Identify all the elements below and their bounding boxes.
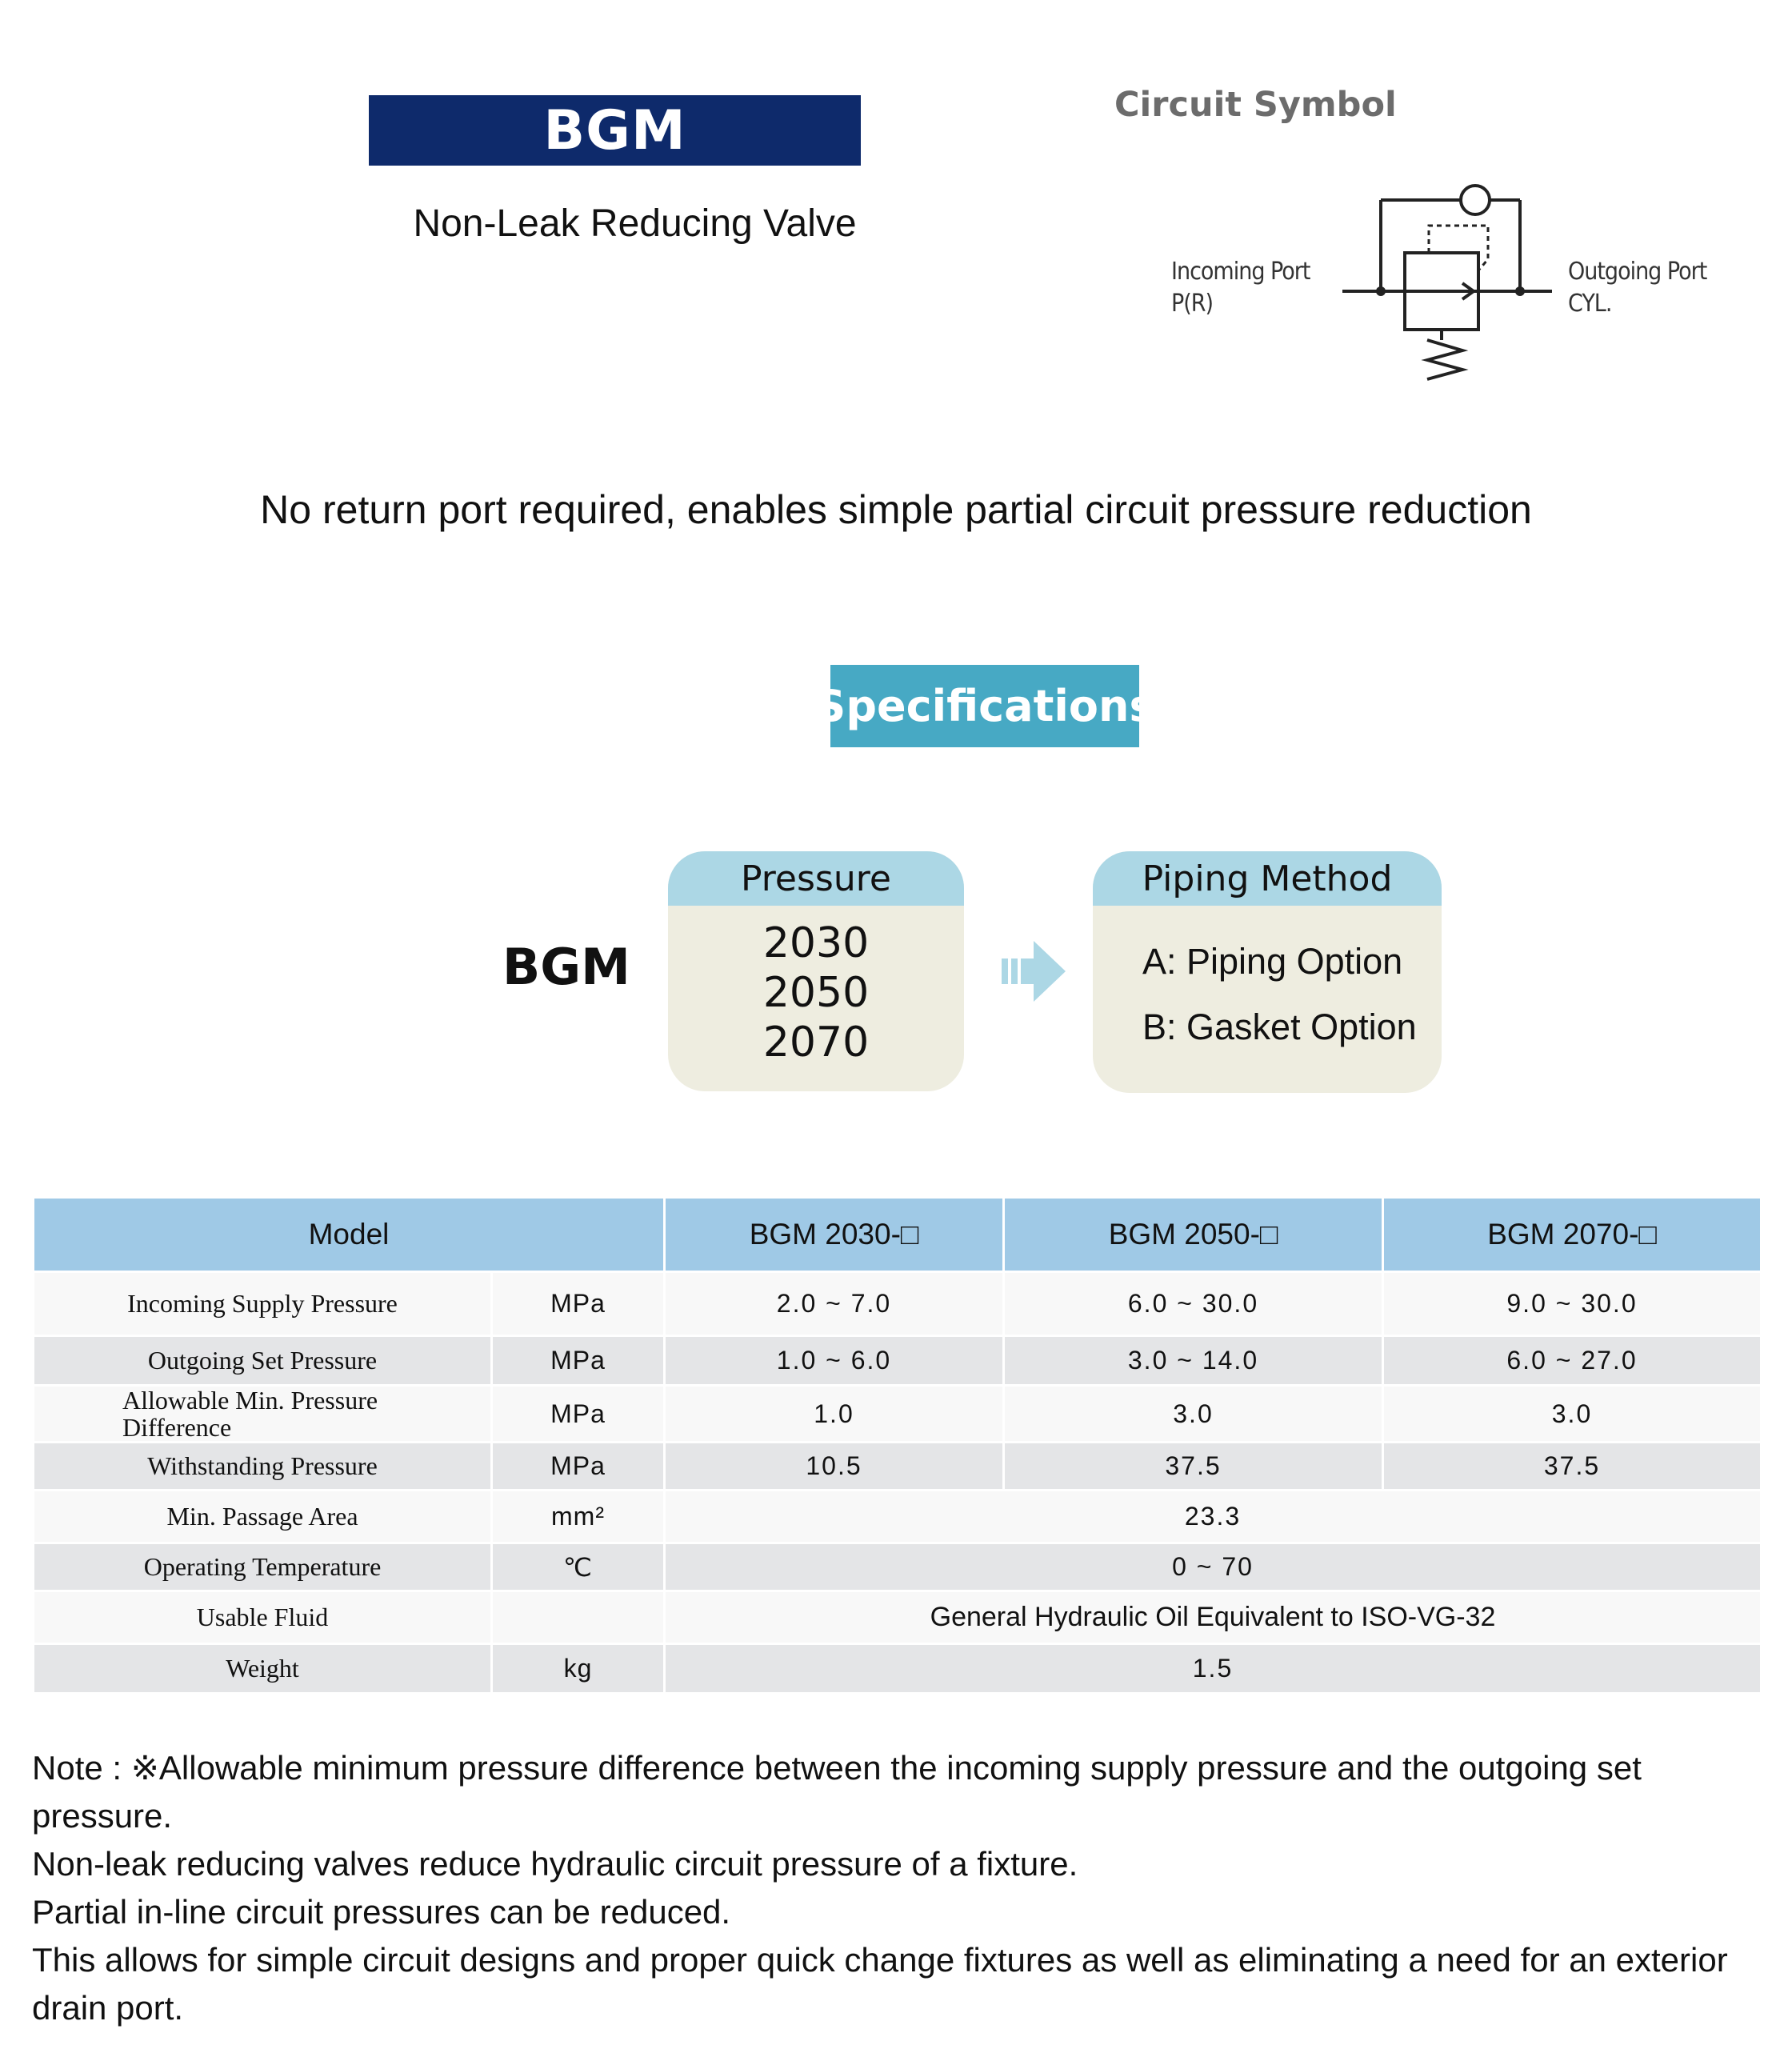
- param-name: Weight: [34, 1644, 492, 1694]
- param-name: Usable Fluid: [34, 1591, 492, 1644]
- circuit-symbol-title: Circuit Symbol: [1114, 85, 1397, 125]
- param-unit: mm²: [492, 1491, 665, 1543]
- spring-icon: [1427, 340, 1462, 379]
- param-unit: MPa: [492, 1272, 665, 1336]
- note-line: This allows for simple circuit designs and proper quick change fixtures as well as eliminating a need for an exterior drain port.: [32, 1941, 1728, 2027]
- pressure-box-title: Pressure: [668, 851, 964, 906]
- model-code-prefix: BGM: [502, 938, 630, 996]
- table-header-row: [34, 1198, 1762, 1272]
- param-unit: kg: [492, 1644, 665, 1694]
- cell-value: 1.0 ~ 6.0: [665, 1336, 1004, 1386]
- param-name-line: Difference: [122, 1413, 232, 1442]
- param-name: Incoming Supply Pressure: [34, 1272, 492, 1336]
- incoming-port-label: [1171, 256, 1310, 320]
- specifications-table: [32, 1196, 1762, 1695]
- cell-value: 23.3: [665, 1491, 1762, 1543]
- piping-method-title: Piping Method: [1093, 851, 1442, 906]
- note-line: Note : ※Allowable minimum pressure difference between the incoming supply pressure and the outgoing set pressure.: [32, 1749, 1642, 1835]
- param-unit: MPa: [492, 1336, 665, 1386]
- piping-option: B: Gasket Option: [1142, 1006, 1417, 1047]
- cell-value: 37.5: [1383, 1443, 1762, 1491]
- check-valve-icon: [1461, 186, 1490, 214]
- cell-value: 2.0 ~ 7.0: [665, 1272, 1004, 1336]
- cell-value: 9.0 ~ 30.0: [1383, 1272, 1762, 1336]
- outgoing-port-label: [1568, 256, 1706, 320]
- table-row: [34, 1591, 1762, 1644]
- cell-value: 6.0 ~ 27.0: [1383, 1336, 1762, 1386]
- cell-value: 10.5: [665, 1443, 1004, 1491]
- outgoing-port-code: CYL.: [1568, 290, 1612, 318]
- param-unit: MPa: [492, 1443, 665, 1491]
- note-line: Partial in-line circuit pressures can be reduced.: [32, 1893, 731, 1931]
- cell-value: 1.5: [665, 1644, 1762, 1694]
- incoming-port-code: P(R): [1171, 290, 1214, 318]
- cell-value: 3.0 ~ 14.0: [1004, 1336, 1383, 1386]
- circuit-symbol-diagram: [1328, 176, 1568, 384]
- cell-value: 6.0 ~ 30.0: [1004, 1272, 1383, 1336]
- pressure-value: 2070: [762, 1018, 870, 1067]
- specifications-badge: Specifications: [830, 665, 1139, 747]
- param-unit: ℃: [492, 1543, 665, 1591]
- param-name: Operating Temperature: [34, 1543, 492, 1591]
- table-header-bgm2030: BGM 2030-□: [665, 1198, 1004, 1272]
- table-header-model: Model: [34, 1198, 665, 1272]
- param-unit: [492, 1591, 665, 1644]
- outgoing-port-name: Outgoing Port: [1568, 258, 1707, 286]
- param-name: Withstanding Pressure: [34, 1443, 492, 1491]
- cell-value: 3.0: [1383, 1386, 1762, 1443]
- param-name: Min. Passage Area: [34, 1491, 492, 1543]
- param-name-line: Allowable Min. Pressure: [122, 1386, 378, 1415]
- pressure-value: 2030: [762, 919, 870, 967]
- param-unit: MPa: [492, 1386, 665, 1443]
- tagline: No return port required, enables simple partial circuit pressure reduction: [260, 487, 1532, 532]
- cell-value: 1.0: [665, 1386, 1004, 1443]
- table-row: [34, 1491, 1762, 1543]
- pressure-value: 2050: [762, 969, 870, 1017]
- cell-value: General Hydraulic Oil Equivalent to ISO-VG-32: [665, 1591, 1762, 1644]
- param-name: [34, 1386, 492, 1443]
- pressure-box: [668, 851, 964, 1091]
- piping-method-box: [1093, 851, 1442, 1093]
- table-row: [34, 1386, 1762, 1443]
- notes: [32, 1744, 1776, 2032]
- table-row: [34, 1443, 1762, 1491]
- table-header-bgm2050: BGM 2050-□: [1004, 1198, 1383, 1272]
- arrow-right-icon: [998, 938, 1070, 1005]
- cell-value: 37.5: [1004, 1443, 1383, 1491]
- param-name: Outgoing Set Pressure: [34, 1336, 492, 1386]
- table-row: [34, 1644, 1762, 1694]
- pressure-values: [668, 906, 964, 1067]
- incoming-port-name: Incoming Port: [1171, 258, 1310, 286]
- table-row: [34, 1543, 1762, 1591]
- cell-value: 0 ~ 70: [665, 1543, 1762, 1591]
- piping-option: A: Piping Option: [1142, 941, 1403, 982]
- cell-value: 3.0: [1004, 1386, 1383, 1443]
- product-title-badge: BGM: [369, 95, 861, 166]
- note-line: Non-leak reducing valves reduce hydraulic circuit pressure of a fixture.: [32, 1845, 1078, 1883]
- table-row: [34, 1272, 1762, 1336]
- product-subtitle: Non-Leak Reducing Valve: [413, 202, 857, 245]
- table-header-bgm2070: BGM 2070-□: [1383, 1198, 1762, 1272]
- table-row: [34, 1336, 1762, 1386]
- piping-options: [1093, 906, 1442, 1069]
